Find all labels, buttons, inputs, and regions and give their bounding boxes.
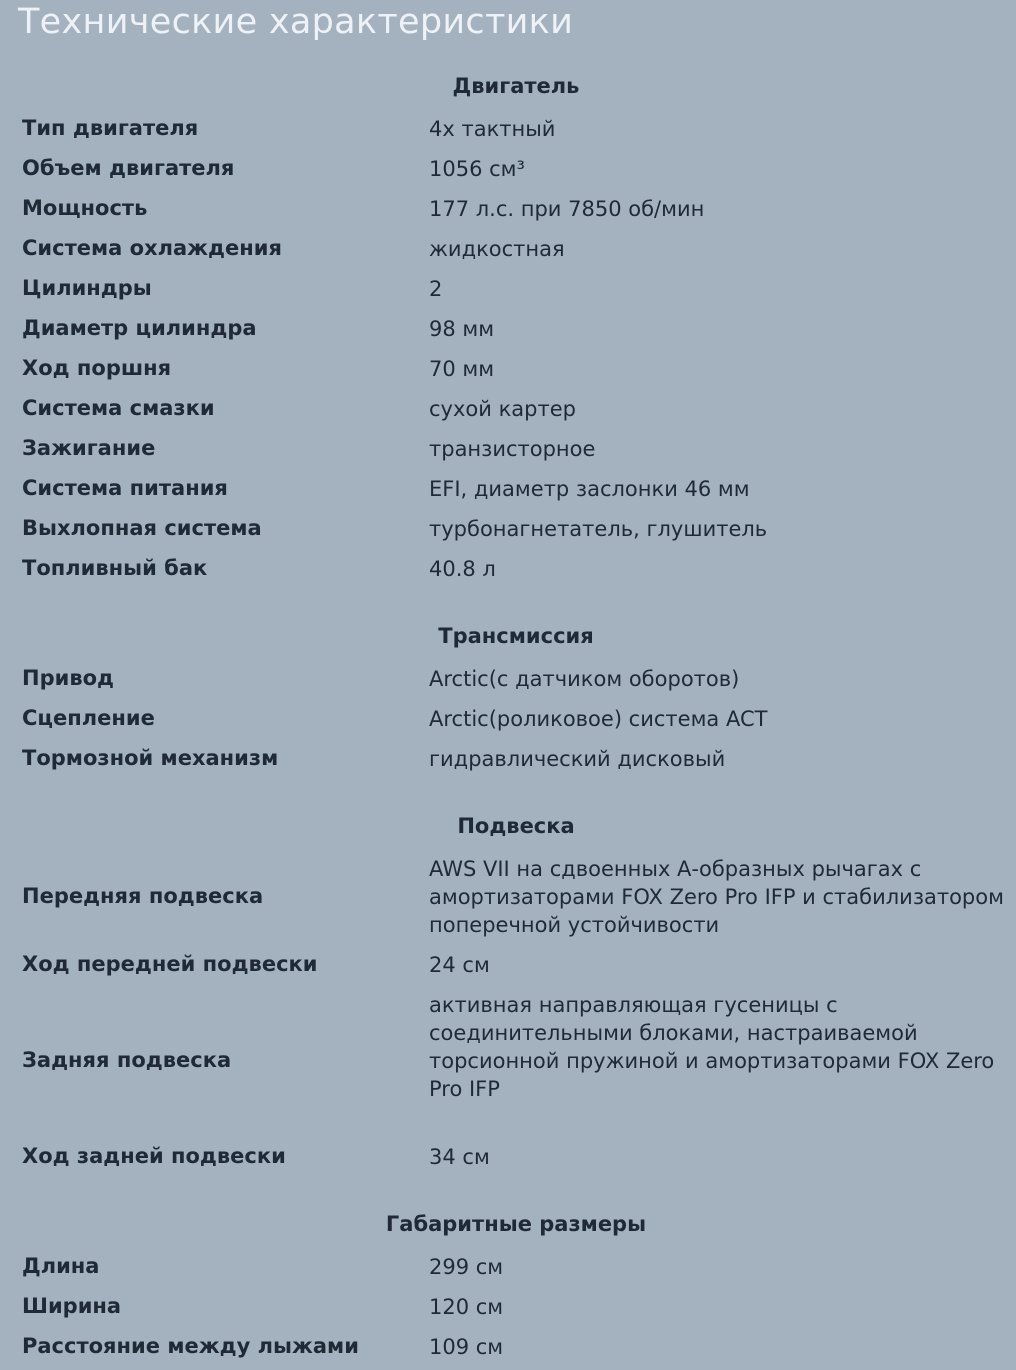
spec-label: Система смазки — [22, 396, 215, 420]
spec-label: Сцепление — [22, 706, 155, 730]
spec-label: Зажигание — [22, 436, 156, 460]
spec-label: Диаметр цилиндра — [22, 316, 257, 340]
spec-label: Ход передней подвески — [22, 952, 318, 976]
spec-value: турбонагнетатель, глушитель — [429, 517, 768, 541]
section-heading-suspension: Подвеска — [457, 814, 575, 838]
section-heading-engine: Двигатель — [452, 74, 580, 98]
spec-label: Ход поршня — [22, 356, 172, 380]
spec-label: Длина — [22, 1254, 100, 1278]
spec-label: Объем двигателя — [22, 156, 235, 180]
spec-label: Система охлаждения — [22, 236, 282, 260]
spec-label: Ход задней подвески — [22, 1144, 286, 1168]
spec-label: Передняя подвеска — [22, 884, 264, 908]
spec-label: Мощность — [22, 196, 148, 220]
spec-value: 98 мм — [429, 317, 495, 341]
spec-label: Система питания — [22, 476, 228, 500]
spec-label: Привод — [22, 666, 114, 690]
spec-label: Цилиндры — [22, 276, 152, 300]
spec-value: EFI, диаметр заслонки 46 мм — [429, 477, 750, 501]
spec-value: Arctic(с датчиком оборотов) — [429, 667, 740, 691]
spec-label: Ширина — [22, 1294, 122, 1318]
spec-value: 299 см — [429, 1255, 504, 1279]
spec-value: Arctic(роликовое) система ACT — [429, 707, 768, 731]
spec-label: Тормозной механизм — [22, 746, 279, 770]
spec-value: 40.8 л — [429, 557, 496, 581]
spec-value: 120 см — [429, 1295, 504, 1319]
spec-value: 4х тактный — [429, 117, 556, 141]
spec-label: Задняя подвеска — [22, 1048, 232, 1072]
spec-value: 1056 см³ — [429, 157, 525, 181]
spec-label: Выхлопная система — [22, 516, 262, 540]
spec-value: AWS VII на сдвоенных А-образных рычагах с амортизаторами FOX Zero Pro IFP и стабилизатором поперечной устойчивости — [429, 857, 1004, 937]
spec-label: Топливный бак — [22, 556, 208, 580]
spec-value: 2 — [429, 277, 443, 301]
spec-value: активная направляющая гусеницы с соединительными блоками, настраиваемой торсионной пружиной и амортизаторами FOX Zero Pro IFP — [429, 993, 995, 1101]
spec-value: 177 л.с. при 7850 об/мин — [429, 197, 705, 221]
spec-label: Расстояние между лыжами — [22, 1334, 359, 1358]
section-heading-transmission: Трансмиссия — [438, 624, 594, 648]
spec-value: сухой картер — [429, 397, 576, 421]
section-heading-dimensions: Габаритные размеры — [385, 1212, 647, 1236]
spec-value: транзисторное — [429, 437, 596, 461]
spec-value: жидкостная — [429, 237, 565, 261]
spec-label: Тип двигателя — [22, 116, 199, 140]
spec-value: гидравлический дисковый — [429, 747, 726, 771]
spec-value: 34 см — [429, 1145, 490, 1169]
spec-value: 109 см — [429, 1335, 504, 1359]
page-title: Технические характеристики — [18, 2, 574, 42]
spec-value: 70 мм — [429, 357, 495, 381]
spec-value: 24 см — [429, 953, 490, 977]
